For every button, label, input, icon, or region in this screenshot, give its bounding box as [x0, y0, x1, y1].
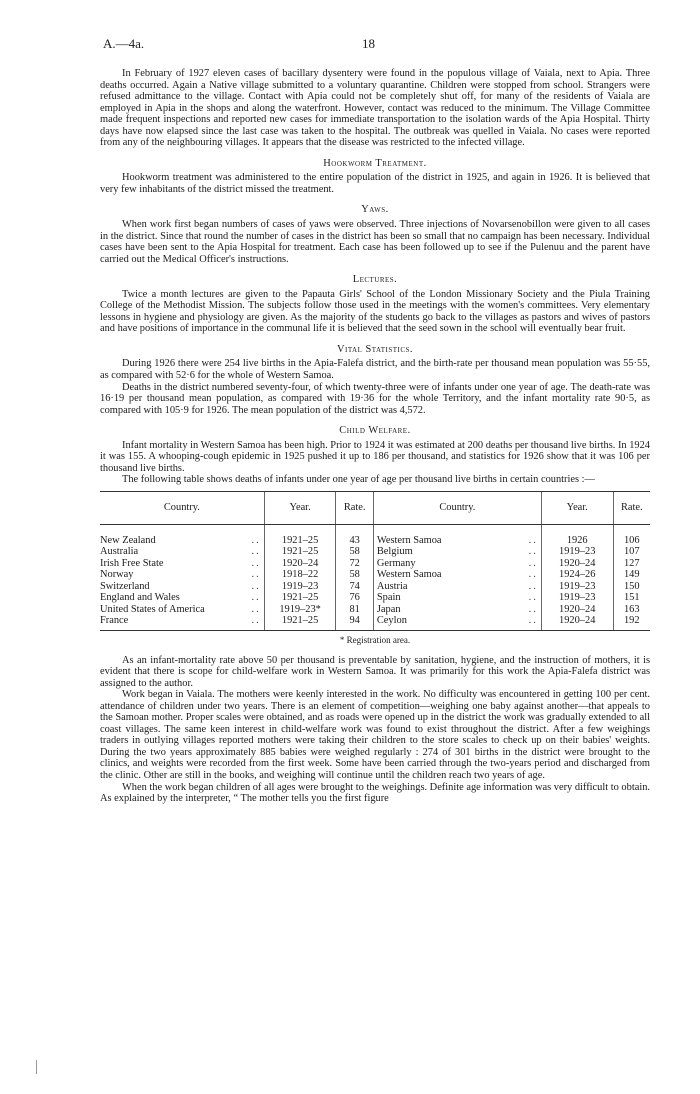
paragraph-vital-births: During 1926 there were 254 live births in the Apia-Falefa district, and the birth-rate per thousand mean population was 55·55, as compared with 52·6 for the whole of Western Samoa.	[100, 358, 650, 382]
column-header-country-2: Country.	[373, 491, 541, 524]
heading-yaws: Yaws.	[361, 204, 389, 216]
paragraph-hookworm: Hookworm treatment was administered to the entire population of the district in 1925, and again in 1926. It is believed that very few inhabitants of the district missed the treatment.	[100, 172, 650, 195]
table-row	[100, 569, 650, 581]
table-cell-country: Irish Free State ..	[100, 557, 261, 569]
table-cell-year: 1919–23*	[264, 604, 336, 616]
table-cell-country-2: Germany ..	[373, 558, 541, 570]
table-cell-rate: 72	[336, 558, 373, 570]
table-row	[100, 615, 650, 630]
table-cell-country-2: Spain ..	[373, 592, 541, 604]
table-cell-rate-2: 150	[613, 581, 650, 593]
table-cell-year-2: 1919–23	[541, 581, 613, 593]
table-row	[100, 592, 650, 604]
table-cell-year-2: 1920–24	[541, 558, 613, 570]
table-row	[100, 581, 650, 593]
table-cell-rate: 58	[336, 546, 373, 558]
body-text	[100, 68, 650, 805]
table-cell-country: New Zealand ..	[100, 534, 261, 546]
table-cell-year-2: 1920–24	[541, 615, 613, 630]
table-cell-rate: 76	[336, 592, 373, 604]
table-cell-country-2: Western Samoa ..	[373, 535, 541, 547]
column-header-year-2: Year.	[541, 491, 613, 524]
table-cell-country-2: Western Samoa ..	[373, 569, 541, 581]
table-spacer-row	[100, 524, 650, 535]
table-cell-rate-2: 149	[613, 569, 650, 581]
table-cell-country: Australia ..	[100, 546, 261, 558]
table-row	[100, 535, 650, 547]
table-cell-country: Switzerland ..	[100, 580, 261, 592]
table-cell-rate-2: 106	[613, 535, 650, 547]
margin-mark	[36, 1060, 37, 1074]
table-cell-rate-2: 107	[613, 546, 650, 558]
page-number: 18	[362, 36, 375, 51]
table-footnote: * Registration area.	[339, 634, 411, 645]
heading-vital-statistics: Vital Statistics.	[336, 343, 414, 355]
heading-lectures: Lectures.	[352, 274, 398, 286]
table-cell-country: England and Wales ..	[100, 592, 261, 604]
table-cell-year: 1920–24	[264, 558, 336, 570]
table-cell-year-2: 1919–23	[541, 546, 613, 558]
table-cell-country: France ..	[100, 615, 264, 630]
paragraph-yaws: When work first began numbers of cases of yaws were observed. Three injections of Novarsenobillon were given to all cases in the district. Since that round the number of cases in the district has been so small that no campaign has been necessary. Individual cases have been sent to the Apia Hospital for treatment. Each case has been followed up to see if the Pulenuu and the parent have carried out the Medical Officer's instructions.	[100, 219, 650, 265]
table-cell-rate: 58	[336, 569, 373, 581]
table-cell-rate: 43	[336, 535, 373, 547]
column-header-country: Country.	[100, 491, 264, 524]
paragraph-table-intro: The following table shows deaths of infants under one year of age per thousand live births in certain countries :—	[122, 474, 595, 486]
paragraph-vital-deaths: Deaths in the district numbered seventy-four, of which twenty-three were of infants under one year of age. The death-rate was 16·19 per thousand mean population, as compared with 19·36 for the whole Territory, and the infant mortality rate 90·5, as compared with 105·9 for 1926. The mean population of the district was 4,572.	[100, 381, 650, 416]
table-cell-year: 1921–25	[264, 535, 336, 547]
paragraph-vaiala-work: Work began in Vaiala. The mothers were keenly interested in the work. No difficulty was encountered in getting 100 per cent. attendance of children under two years. There is an element of competition—weighing one baby against another—that appeals to the Samoan mother. Proper scales were obtained, and as roads were opened up in the district the work was gradually extended to all coast villages. The same keen interest in child-welfare work was found to exist throughout the district. After a few weighings traders in outlying villages reported mothers were taking their children to the store scales to check up on their babies' weights. During the two years approximately 885 babies were weighed regularly : 274 of 301 births in the district were brought to the clinics, and weights were recorded from the first week. Some have been carried through the two-years period and discharged from the clinic. Other are still in the books, and weighing will continue until the children reach two years of age.	[100, 689, 650, 781]
paragraph-preventable: As an infant-mortality rate above 50 per thousand is preventable by sanitation, hygiene, and the instruction of mothers, it is evident that there is scope for child-welfare work in Western Samoa. It was primarily for this work the Apia-Falefa district was assigned to the author.	[100, 654, 650, 689]
paragraph-dysentery: In February of 1927 eleven cases of bacillary dysentery were found in the populous village of Vaiala, next to Apia. Three deaths occurred. Again a Native village submitted to a voluntary quarantine. Children were stopped from school. Strangers were refused admittance to the village. Contact with Apia could not be completely shut off, for many of the residents of Vaiala are employed in Apia in the shops and along the waterfront. However, contact was reduced to the minimum. The Village Committee made frequent inspections and reported new cases for immediate transportation to the isolation wards of the Apia Hospital. Thirty days have now elapsed since the last case was taken to the hospital. The outbreak was quelled in Vaiala. No cases were reported from any of the neighbouring villages. It appears that the disease was restricted to the infected village.	[100, 68, 650, 149]
table-cell-year-2: 1926	[541, 535, 613, 547]
table-cell-rate-2: 192	[613, 615, 650, 630]
table-cell-rate: 94	[336, 615, 373, 630]
table-cell-year-2: 1920–24	[541, 604, 613, 616]
table-cell-country-2: Ceylon ..	[373, 615, 541, 630]
table-cell-rate-2: 163	[613, 604, 650, 616]
paragraph-age-information: When the work began children of all ages were brought to the weighings. Definite age information was very difficult to obtain. As explained by the interpreter, “ The mother tells you the first figure	[100, 781, 650, 805]
table-cell-year: 1921–25	[264, 546, 336, 558]
column-header-rate-2: Rate.	[613, 491, 650, 524]
heading-hookworm: Hookworm Treatment.	[323, 157, 427, 169]
table-cell-rate-2: 127	[613, 558, 650, 570]
table-cell-country: United States of America ..	[100, 603, 261, 615]
document-reference: A.—4a.	[103, 36, 145, 51]
paragraph-lectures: Twice a month lectures are given to the Papauta Girls' School of the London Missionary Society and the Piula Training College of the Methodist Mission. The subjects follow those used in the meetings with the women's committees. Very elementary lessons in hygiene and physiology are given. As the majority of the students go back to the villages as pastors and wives of pastors and have positions of importance in the communal life it is believed that the seed sown in the school will eventually bear fruit.	[100, 288, 650, 335]
table-row	[100, 546, 650, 558]
table-row	[100, 604, 650, 616]
column-header-year: Year.	[264, 491, 336, 524]
table-cell-country-2: Belgium ..	[373, 546, 541, 558]
table-cell-year: 1921–25	[264, 615, 336, 630]
table-cell-country-2: Austria ..	[373, 581, 541, 593]
table-cell-rate: 81	[336, 604, 373, 616]
paragraph-infant-mortality: Infant mortality in Western Samoa has been high. Prior to 1924 it was estimated at 200 deaths per thousand live births. In 1924 it was 155. A whooping-cough epidemic in 1925 pushed it up to 186 per thousand, and statistics for 1926 show that it was 106 per thousand live births.	[100, 439, 650, 474]
infant-mortality-table	[100, 491, 650, 631]
table-row	[100, 558, 650, 570]
table-cell-country-2: Japan ..	[373, 604, 541, 616]
table-header-row	[100, 491, 650, 524]
table-cell-rate: 74	[336, 581, 373, 593]
heading-child-welfare: Child Welfare.	[339, 425, 411, 437]
table-cell-year-2: 1924–26	[541, 569, 613, 581]
table-cell-year-2: 1919–23	[541, 592, 613, 604]
table-cell-country: Norway ..	[100, 569, 261, 581]
table-cell-year: 1921–25	[264, 592, 336, 604]
table-cell-year: 1919–23	[264, 581, 336, 593]
table-cell-rate-2: 151	[613, 592, 650, 604]
column-header-rate: Rate.	[336, 491, 373, 524]
table-cell-year: 1918–22	[264, 569, 336, 581]
